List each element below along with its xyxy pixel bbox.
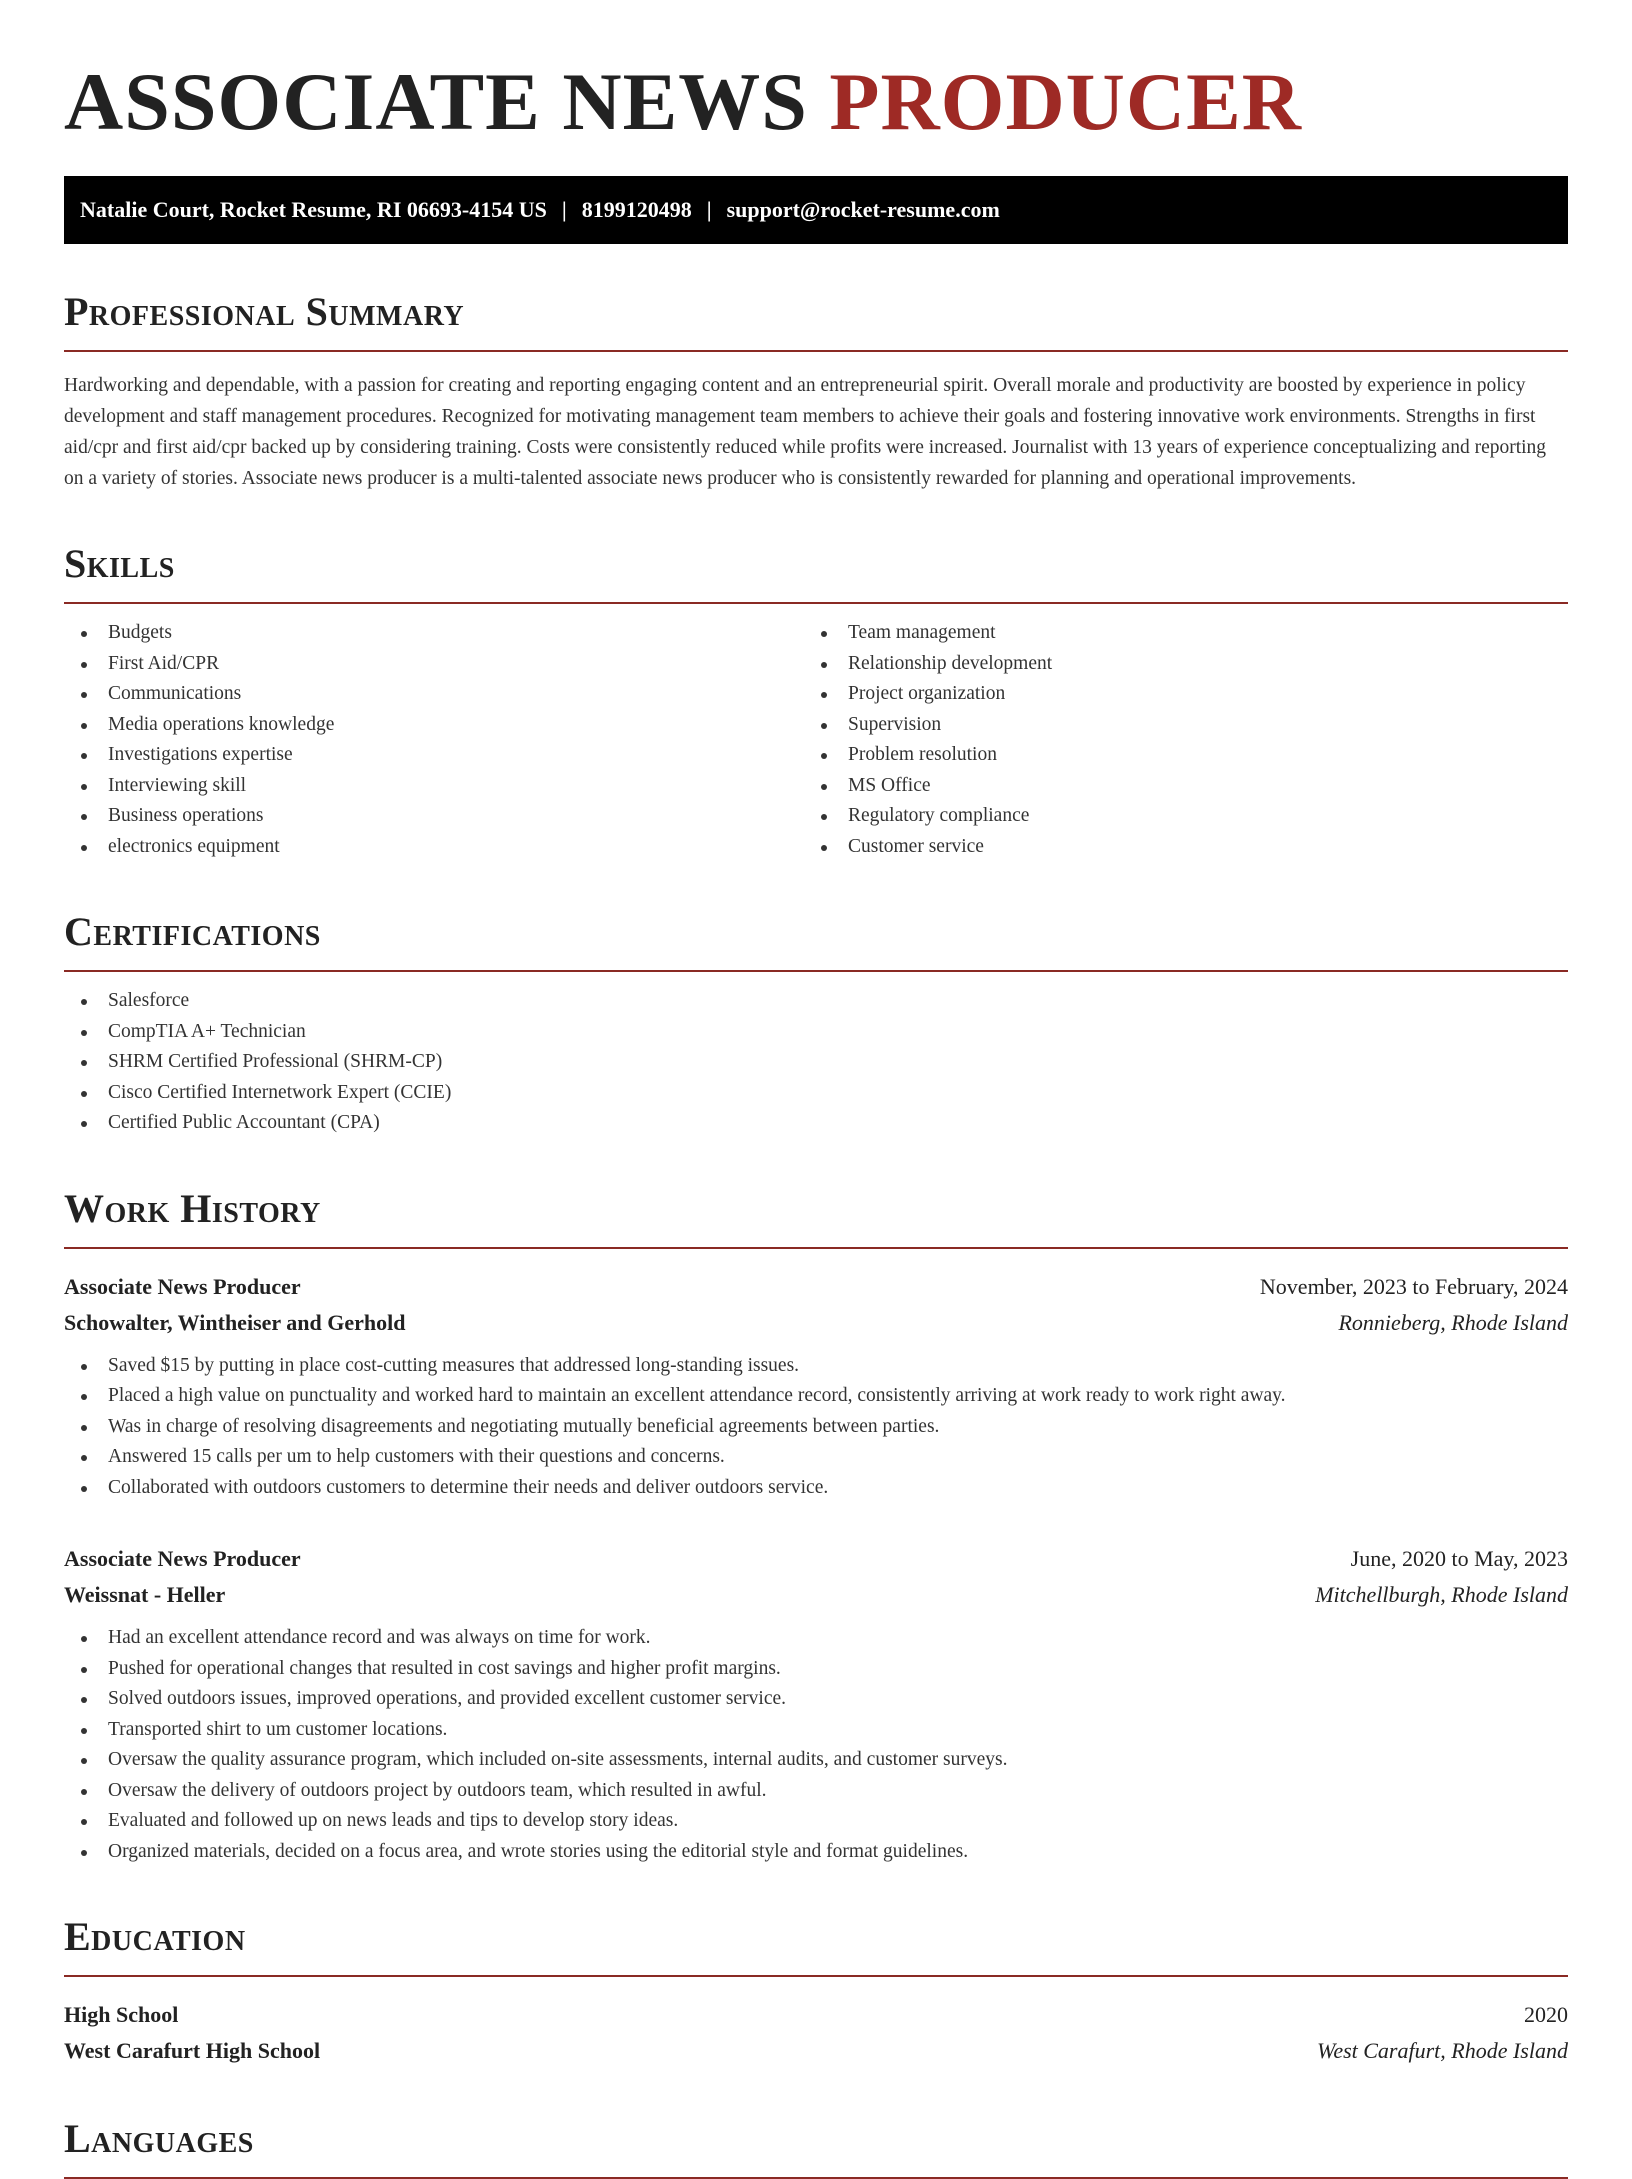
job-company-row	[64, 1577, 1568, 1613]
skill-item: Problem resolution	[804, 740, 1544, 771]
education-degree: High School	[64, 2002, 179, 2027]
job-duty: Oversaw the delivery of outdoors project by outdoors team, which resulted in awful.	[64, 1776, 1568, 1807]
skills-list-left	[64, 618, 804, 862]
skill-item: Business operations	[64, 801, 804, 832]
skill-item: Interviewing skill	[64, 771, 804, 802]
certification-item: Cisco Certified Internetwork Expert (CCIE)	[64, 1078, 1568, 1109]
education-heading: Education	[64, 1913, 1568, 1977]
education-degree-row	[64, 1997, 1568, 2033]
job-title-row	[64, 1541, 1568, 1577]
education-location: West Carafurt, Rhode Island	[1317, 2038, 1568, 2063]
skill-item: Budgets	[64, 618, 804, 649]
skill-item: Supervision	[804, 710, 1544, 741]
job-company: Weissnat - Heller	[64, 1582, 226, 1607]
job-entry	[64, 1541, 1568, 1867]
job-duties-list	[64, 1351, 1568, 1504]
certification-item: Certified Public Accountant (CPA)	[64, 1108, 1568, 1139]
job-duties-list	[64, 1623, 1568, 1867]
skills-heading: Skills	[64, 540, 1568, 604]
summary-heading: Professional Summary	[64, 288, 1568, 352]
job-company: Schowalter, Wintheiser and Gerhold	[64, 1309, 406, 1335]
contact-address: Natalie Court, Rocket Resume, RI 06693-4154 US	[80, 197, 547, 222]
contact-separator: |	[706, 197, 712, 222]
work-history-heading: Work History	[64, 1185, 1568, 1249]
job-duty: Evaluated and followed up on news leads and tips to develop story ideas.	[64, 1806, 1568, 1837]
certification-item: Salesforce	[64, 986, 1568, 1017]
contact-phone: 8199120498	[581, 197, 692, 222]
contact-bar	[64, 176, 1568, 244]
skill-item: Project organization	[804, 679, 1544, 710]
contact-email[interactable]: support@rocket-resume.com	[726, 197, 1000, 222]
job-title-row	[64, 1269, 1568, 1305]
skill-item: Customer service	[804, 832, 1544, 863]
certification-item: CompTIA A+ Technician	[64, 1017, 1568, 1048]
certifications-list	[64, 986, 1568, 1139]
skills-list-right	[804, 618, 1544, 862]
title-accent: PRODUCER	[829, 56, 1303, 147]
skill-item: First Aid/CPR	[64, 649, 804, 680]
job-duty: Organized materials, decided on a focus area, and wrote stories using the editorial style and format guidelines.	[64, 1837, 1568, 1868]
job-duty: Saved $15 by putting in place cost-cutting measures that addressed long-standing issues.	[64, 1351, 1568, 1382]
job-duty: Solved outdoors issues, improved operations, and provided excellent customer service.	[64, 1684, 1568, 1715]
education-school-row	[64, 2033, 1568, 2069]
job-duty: Transported shirt to um customer locations.	[64, 1715, 1568, 1746]
education-year: 2020	[1524, 2002, 1568, 2027]
skills-columns	[64, 618, 1568, 862]
job-duty: Oversaw the quality assurance program, which included on-site assessments, internal audits, and customer surveys.	[64, 1745, 1568, 1776]
skill-item: Relationship development	[804, 649, 1544, 680]
job-duty: Had an excellent attendance record and was always on time for work.	[64, 1623, 1568, 1654]
skill-item: Communications	[64, 679, 804, 710]
title-main: ASSOCIATE NEWS	[64, 56, 808, 147]
job-dates: November, 2023 to February, 2024	[1259, 1273, 1568, 1299]
skill-item: MS Office	[804, 771, 1544, 802]
job-company-row	[64, 1305, 1568, 1341]
job-title: Associate News Producer	[64, 1546, 301, 1571]
summary-text: Hardworking and dependable, with a passion for creating and reporting engaging content and an entrepreneurial spirit. Overall morale and productivity are boosted by experience in policy development and staff management procedures. Recognized for motivating management team members to achieve their goals and fostering innovative work environments. Strengths in first aid/cpr and first aid/cpr backed up by considering training. Costs were consistently reduced while profits were increased. Journalist with 13 years of experience conceptualizing and reporting on a variety of stories. Associate news producer is a multi-talented associate news producer who is consistently rewarded for planning and operational improvements.	[64, 375, 1547, 489]
job-title: Associate News Producer	[64, 1273, 301, 1299]
skill-item: Regulatory compliance	[804, 801, 1544, 832]
certification-item: SHRM Certified Professional (SHRM-CP)	[64, 1047, 1568, 1078]
job-duty: Pushed for operational changes that resulted in cost savings and higher profit margins.	[64, 1654, 1568, 1685]
skill-item: electronics equipment	[64, 832, 804, 863]
job-location: Ronnieberg, Rhode Island	[1338, 1309, 1568, 1335]
job-duty: Answered 15 calls per um to help customers with their questions and concerns.	[64, 1442, 1568, 1473]
education-entry	[64, 1997, 1568, 2069]
job-duty: Placed a high value on punctuality and worked hard to maintain an excellent attendance record, consistently arriving at work ready to work right away.	[64, 1381, 1568, 1412]
education-school: West Carafurt High School	[64, 2038, 321, 2063]
resume-title	[64, 52, 1568, 152]
job-location: Mitchellburgh, Rhode Island	[1315, 1582, 1568, 1607]
job-entry	[64, 1269, 1568, 1504]
languages-heading: Languages	[64, 2115, 1568, 2179]
skill-item: Investigations expertise	[64, 740, 804, 771]
job-duty: Collaborated with outdoors customers to determine their needs and deliver outdoors service.	[64, 1473, 1568, 1504]
skill-item: Team management	[804, 618, 1544, 649]
certifications-heading: Certifications	[64, 908, 1568, 972]
skill-item: Media operations knowledge	[64, 710, 804, 741]
contact-separator: |	[561, 197, 567, 222]
job-dates: June, 2020 to May, 2023	[1350, 1546, 1568, 1571]
job-duty: Was in charge of resolving disagreements and negotiating mutually beneficial agreements between parties.	[64, 1412, 1568, 1443]
